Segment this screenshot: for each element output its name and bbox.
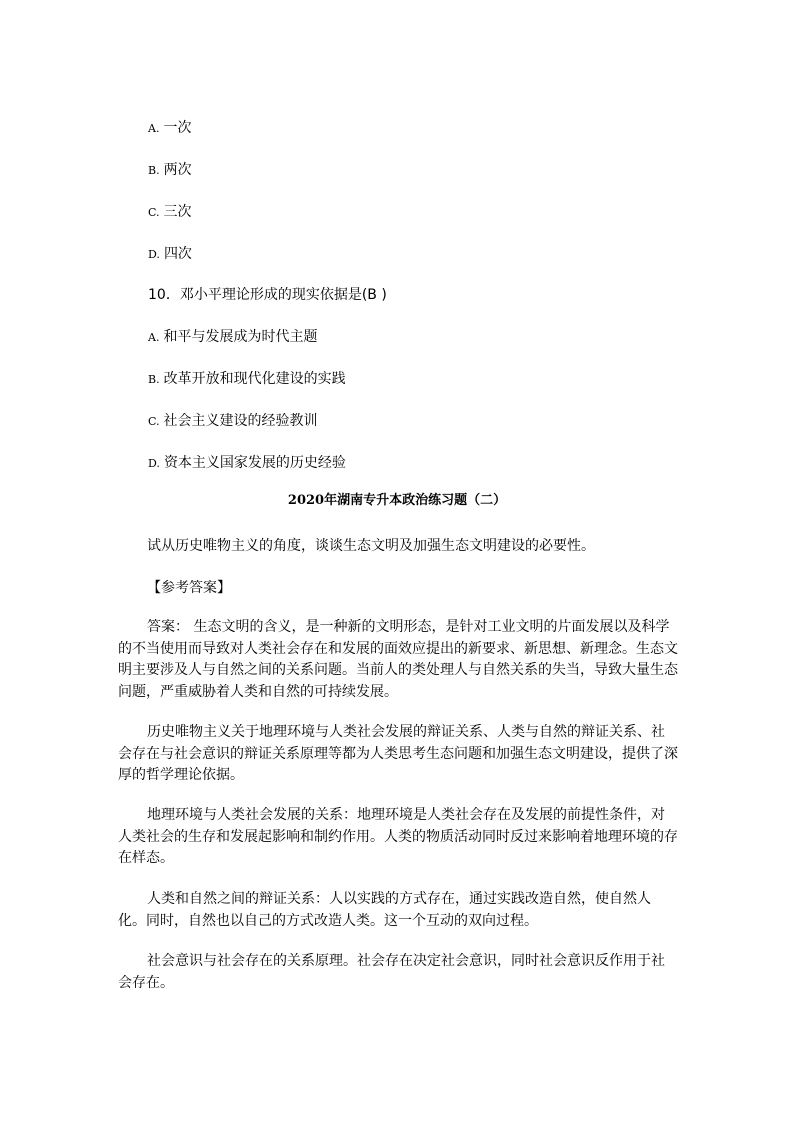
option-text: 和平与发展成为时代主题 [163, 329, 318, 345]
essay-question: 试从历史唯物主义的角度，谈谈生态文明及加强生态文明建设的必要性。 [147, 538, 595, 554]
q10-option-c [148, 412, 318, 431]
q10-option-d [148, 454, 346, 473]
q9-option-a [148, 119, 191, 138]
q10-option-a [148, 328, 317, 347]
q9-option-d [148, 245, 192, 264]
section-title: 2020年湖南专升本政治练习题（二） [287, 493, 507, 508]
option-text: 四次 [163, 246, 192, 262]
option-letter: D. [148, 248, 160, 261]
answer-paragraph: 社会意识与社会存在的关系原理。社会存在决定社会意识，同时社会意识反作用于社会存在。 [118, 953, 665, 991]
option-text: 一次 [163, 120, 192, 136]
q9-option-c [148, 203, 192, 222]
option-letter: D. [148, 457, 160, 470]
q10-stem: 10．邓小平理论形成的现实依据是(B ) [148, 287, 387, 303]
option-text: 两次 [163, 162, 192, 178]
answer-paragraph: 历史唯物主义关于地理环境与人类社会发展的辩证关系、人类与自然的辩证关系、社会存在与社会意识的辩证关系原理等都为人类思考生态问题和加强生态文明建设，提供了深厚的哲学理论依据。 [118, 724, 678, 783]
answer-paragraph: 地理环境与人类社会发展的关系：地理环境是人类社会存在及发展的前提性条件，对人类社会的生存和发展起影响和制约作用。人类的物质活动同时反过来影响着地理环境的存在样态。 [118, 807, 678, 866]
option-letter: B. [148, 164, 160, 177]
option-text: 资本主义国家发展的历史经验 [163, 455, 346, 471]
q9-option-b [148, 161, 192, 180]
answer-paragraph: 答案： 生态文明的含义，是一种新的文明形态，是针对工业文明的片面发展以及科学的不当使用而导致对人类社会存在和发展的面效应提出的新要求、新思想、新理念。生态文明主要涉及人与自然之间的关系问题。当前人的类处理人与自然关系的失当，导致大量生态问题，严重威胁着人类和自然的可持续发展。 [118, 619, 678, 700]
option-letter: B. [148, 373, 160, 386]
answer-header: 【参考答案】 [147, 580, 231, 596]
q10-option-b [148, 370, 346, 389]
option-letter: C. [148, 415, 160, 428]
option-letter: C. [148, 206, 160, 219]
option-text: 社会主义建设的经验教训 [163, 413, 318, 429]
option-letter: A. [148, 331, 160, 344]
option-letter: A. [148, 122, 160, 135]
option-text: 三次 [163, 204, 192, 220]
answer-paragraph: 人类和自然之间的辩证关系：人以实践的方式存在，通过实践改造自然，使自然人化。同时，自然也以自己的方式改造人类。这一个互动的双向过程。 [118, 891, 651, 929]
option-text: 改革开放和现代化建设的实践 [163, 371, 346, 387]
